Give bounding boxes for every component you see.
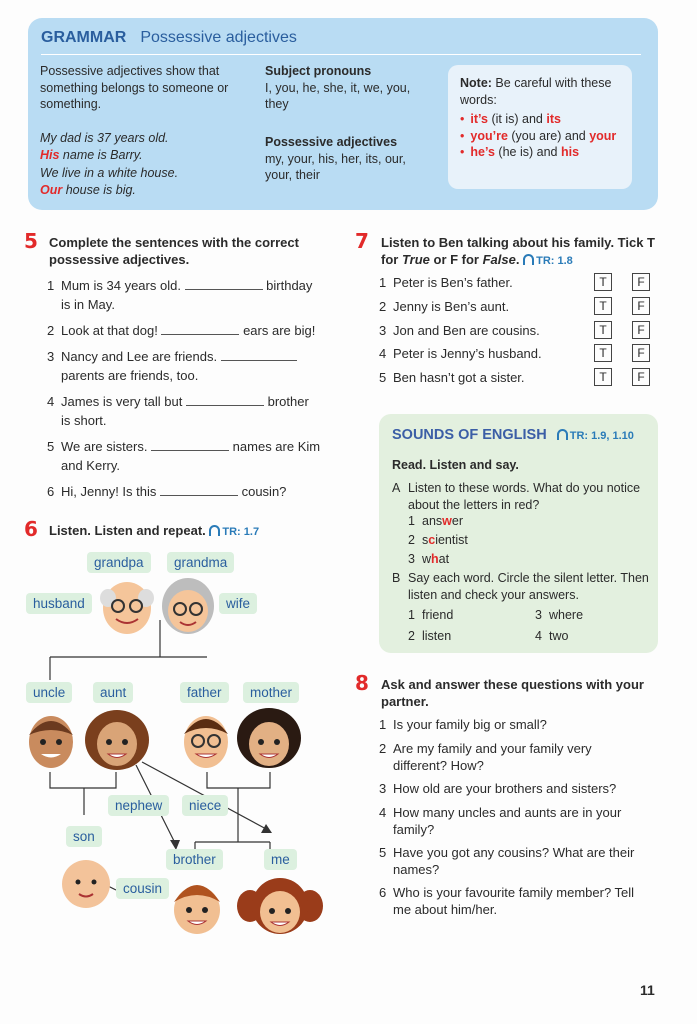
exercise-6-number: 6 <box>24 517 38 541</box>
exercise-5-title: Complete the sentences with the correct possessive adjectives. <box>49 235 299 267</box>
part-b-word[interactable]: 3 where <box>535 608 584 622</box>
me-face <box>236 876 324 936</box>
exercise-7-item: 1 Peter is Ben’s father. <box>379 275 513 290</box>
label-brother: brother <box>166 849 223 870</box>
exercise-5-item: 1 Mum is 34 years old. birthday is in May. <box>47 278 313 312</box>
exercise-8-item: 1 Is your family big or small? <box>379 717 547 732</box>
answer-blank[interactable] <box>221 349 297 361</box>
part-b-word[interactable]: 2 listen <box>408 629 452 643</box>
exercise-6-title: Listen. Listen and repeat. TR: 1.7 <box>49 523 260 538</box>
true-box[interactable]: T <box>594 368 612 386</box>
label-mother: mother <box>243 682 299 703</box>
subject-pronouns: Subject pronouns I, you, he, she, it, we, you, they <box>265 64 411 111</box>
exercise-8-item: 6 Who is your favourite family member? Tell me about him/her. <box>379 885 635 917</box>
grammar-box <box>28 18 658 210</box>
part-a-word: 1 answer <box>408 514 464 528</box>
sounds-instruction: Read. Listen and say. <box>392 458 519 472</box>
label-grandpa: grandpa <box>87 552 151 573</box>
exercise-7-item: 4 Peter is Jenny’s husband. <box>379 346 542 361</box>
exercise-7-item: 3 Jon and Ben are cousins. <box>379 323 540 338</box>
label-niece: niece <box>182 795 228 816</box>
answer-blank[interactable] <box>160 484 238 496</box>
headphones-icon <box>209 525 220 536</box>
part-a-word: 2 scientist <box>408 533 468 547</box>
exercise-8-item: 3 How old are your brothers and sisters? <box>379 781 617 796</box>
false-box[interactable]: F <box>632 273 650 291</box>
track-label: TR: 1.8 <box>523 255 573 267</box>
label-father: father <box>180 682 229 703</box>
track-label: TR: 1.9, 1.10 <box>557 430 634 442</box>
exercise-5-item: 3 Nancy and Lee are friends. parents are friends, too. <box>47 347 337 385</box>
label-son: son <box>66 826 102 847</box>
exercise-7-title: Listen to Ben talking about his family. Tick T for True or F for False. TR: 1.8 <box>381 235 656 267</box>
grammar-divider <box>41 54 641 55</box>
exercise-8-title: Ask and answer these questions with your partner. <box>381 677 644 709</box>
exercise-5-item: 2 Look at that dog! ears are big! <box>47 323 316 338</box>
note-item: • it’s (it is) and its <box>460 111 620 128</box>
label-grandma: grandma <box>167 552 234 573</box>
part-a-text: Listen to these words. What do you notice about the letters in red? <box>408 481 641 512</box>
part-b-word[interactable]: 4 two <box>535 629 569 643</box>
label-uncle: uncle <box>26 682 72 703</box>
exercise-5-item: 4 James is very tall but brother is short. <box>47 394 309 428</box>
true-box[interactable]: T <box>594 273 612 291</box>
exercise-7-number: 7 <box>355 229 369 253</box>
false-box[interactable]: F <box>632 368 650 386</box>
label-husband: husband <box>26 593 92 614</box>
answer-blank[interactable] <box>161 323 239 335</box>
part-b-word[interactable]: 1 friend <box>408 608 454 622</box>
note-box: Note: Be careful with these words: • it’s (it is) and its • you’re (you are) and your • he’s (he is) and his <box>448 65 632 189</box>
sounds-of-english-box <box>379 414 658 653</box>
aunt-face <box>84 706 150 770</box>
mother-face <box>236 706 302 770</box>
note-item: • he’s (he is) and his <box>460 144 620 161</box>
label-wife: wife <box>219 593 257 614</box>
exercise-7-item: 5 Ben hasn’t got a sister. <box>379 370 525 385</box>
answer-blank[interactable] <box>185 278 263 290</box>
true-box[interactable]: T <box>594 344 612 362</box>
exercise-8-item: 4 How many uncles and aunts are in your family? <box>379 805 622 837</box>
note-item: • you’re (you are) and your <box>460 128 620 145</box>
exercise-8-number: 8 <box>355 671 369 695</box>
exercise-5-item: 6 Hi, Jenny! Is this cousin? <box>47 484 287 499</box>
exercise-8-item: 2 Are my family and your family very different? How? <box>379 741 592 773</box>
true-box[interactable]: T <box>594 321 612 339</box>
track-label: TR: 1.7 <box>209 526 259 538</box>
part-a-letter: A <box>392 481 401 495</box>
grammar-examples: My dad is 37 years old. His name is Barry. We live in a white house. Our house is big. <box>40 131 179 197</box>
grandma-face <box>160 576 216 636</box>
grammar-intro: Possessive adjectives show that something belongs to someone or something. <box>40 64 229 111</box>
part-b-text: Say each word. Circle the silent letter. Then listen and check your answers. <box>408 571 649 602</box>
label-me: me <box>264 849 297 870</box>
answer-blank[interactable] <box>186 394 264 406</box>
father-face <box>180 710 232 770</box>
uncle-face <box>25 710 77 770</box>
exercise-5-number: 5 <box>24 229 38 253</box>
exercise-8-item: 5 Have you got any cousins? What are their names? <box>379 845 635 877</box>
exercise-5-item: 5 We are sisters. names are Kim and Kerry. <box>47 439 321 473</box>
grammar-heading: GRAMMAR Possessive adjectives <box>41 29 297 46</box>
true-box[interactable]: T <box>594 297 612 315</box>
false-box[interactable]: F <box>632 297 650 315</box>
part-b-letter: B <box>392 571 401 585</box>
false-box[interactable]: F <box>632 344 650 362</box>
son-face <box>59 854 113 910</box>
part-a-word: 3 what <box>408 552 450 566</box>
false-box[interactable]: F <box>632 321 650 339</box>
page-number: 11 <box>640 982 655 998</box>
sounds-title: SOUNDS OF ENGLISH TR: 1.9, 1.10 <box>392 427 634 443</box>
headphones-icon <box>557 429 568 440</box>
label-aunt: aunt <box>93 682 133 703</box>
possessive-adjectives: Possessive adjectives my, your, his, her, its, our, your, their <box>265 135 406 182</box>
grandpa-face <box>96 576 158 636</box>
label-cousin: cousin <box>116 878 169 899</box>
brother-face <box>170 876 224 936</box>
headphones-icon <box>523 254 534 265</box>
label-nephew: nephew <box>108 795 169 816</box>
exercise-7-item: 2 Jenny is Ben’s aunt. <box>379 299 510 314</box>
answer-blank[interactable] <box>151 439 229 451</box>
